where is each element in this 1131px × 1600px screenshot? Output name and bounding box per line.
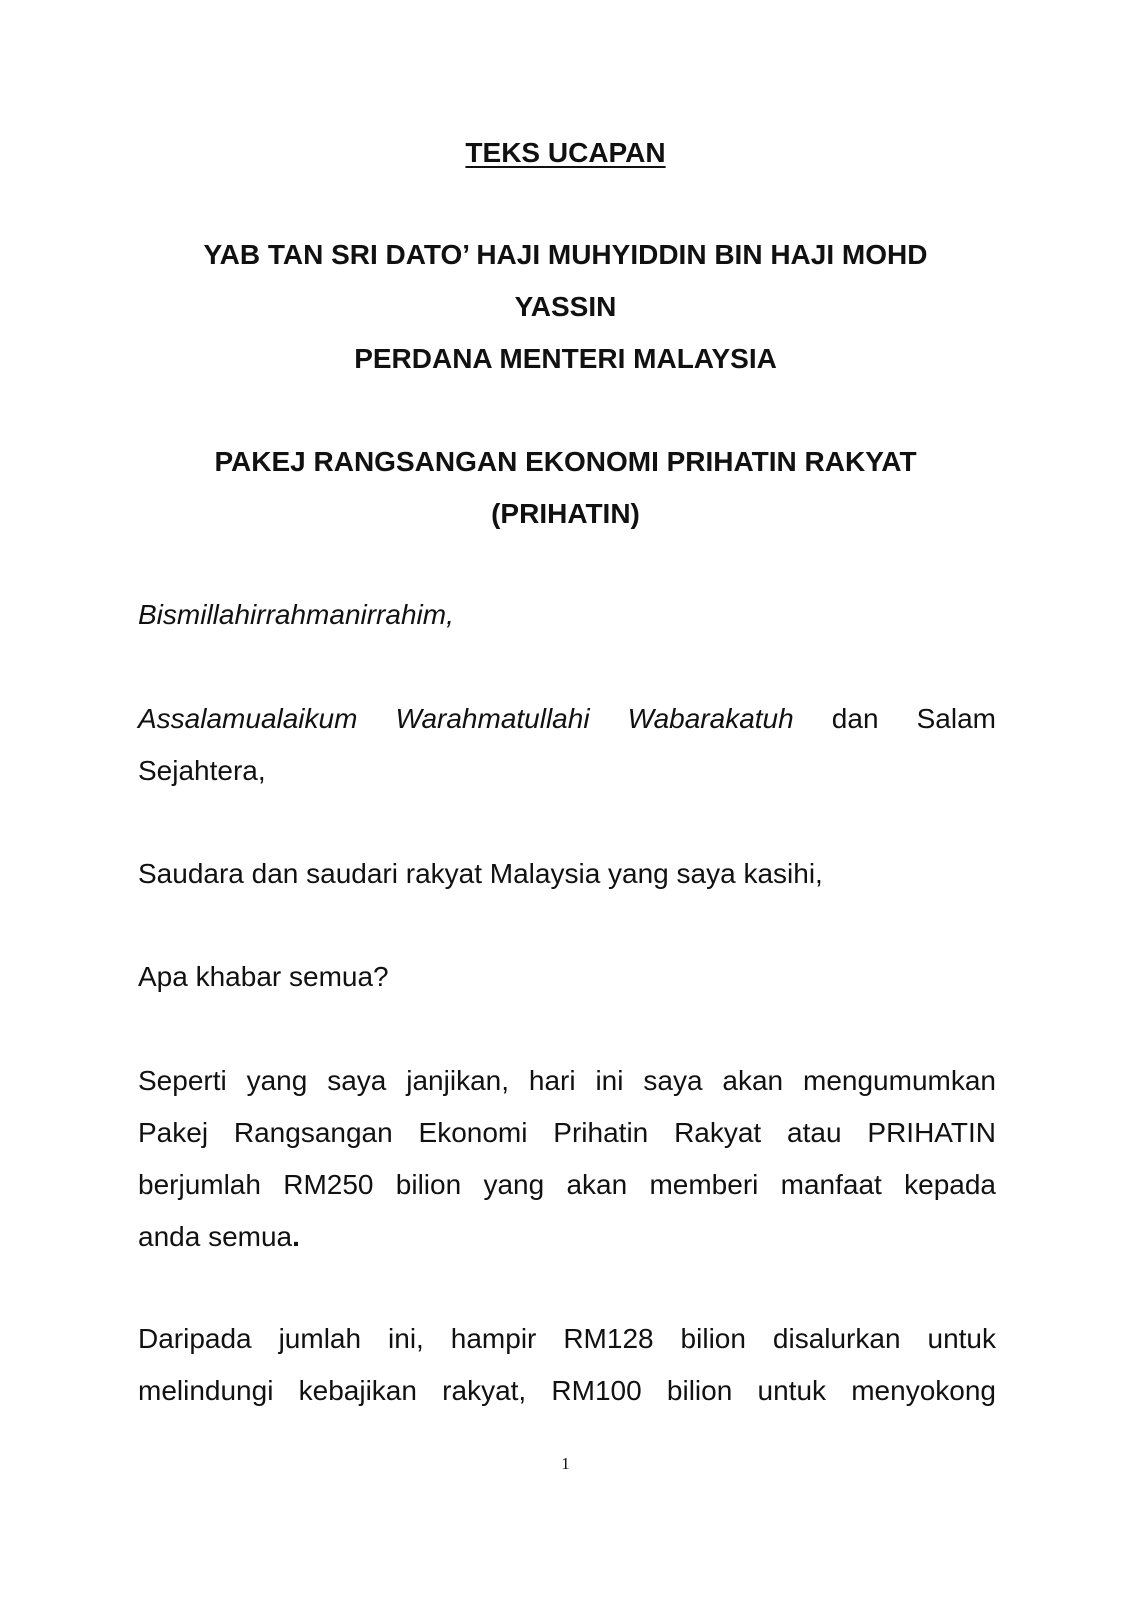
allocation-paragraph [138, 1313, 996, 1417]
greeting-paragraph [138, 693, 996, 797]
document-title: TEKS UCAPAN [465, 137, 666, 168]
allocation-line-1: Daripada jumlah ini, hampir RM128 bilion disalurkan untuk [138, 1323, 996, 1354]
announcement-line-4 [138, 1211, 996, 1263]
announcement-end-period: . [292, 1221, 300, 1252]
question-paragraph: Apa khabar semua? [138, 961, 389, 992]
package-title-line-1: PAKEJ RANGSANGAN EKONOMI PRIHATIN RAKYAT [214, 446, 917, 477]
package-title-line-2: (PRIHATIN) [491, 498, 640, 529]
speaker-name-line-1: YAB TAN SRI DATO’ HAJI MUHYIDDIN BIN HAJI MOHD [203, 239, 928, 270]
greeting-italic-text: Assalamualaikum Warahmatullahi Wabarakatuh [138, 703, 794, 734]
bismillah-paragraph: Bismillahirrahmanirrahim, [138, 599, 454, 630]
package-title-block [0, 436, 1131, 540]
speaker-name-line-2: YASSIN [514, 291, 617, 322]
announcement-line-4-text: anda semua [138, 1221, 293, 1252]
announcement-line-3: berjumlah RM250 bilion yang akan memberi manfaat kepada [138, 1169, 996, 1200]
greeting-rest-text: dan Salam [831, 703, 996, 734]
speaker-block [0, 229, 1131, 385]
speaker-position: PERDANA MENTERI MALAYSIA [354, 343, 777, 374]
greeting-line-1 [138, 693, 996, 745]
greeting-line-2: Sejahtera, [138, 755, 266, 786]
announcement-paragraph [138, 1055, 996, 1263]
allocation-line-2: melindungi kebajikan rakyat, RM100 bilion untuk menyokong [138, 1375, 996, 1406]
announcement-line-1: Seperti yang saya janjikan, hari ini saya akan mengumumkan [138, 1065, 996, 1096]
announcement-line-2: Pakej Rangsangan Ekonomi Prihatin Rakyat atau PRIHATIN [138, 1117, 996, 1148]
page-number: 1 [561, 1454, 570, 1473]
address-paragraph: Saudara dan saudari rakyat Malaysia yang saya kasihi, [138, 858, 823, 889]
